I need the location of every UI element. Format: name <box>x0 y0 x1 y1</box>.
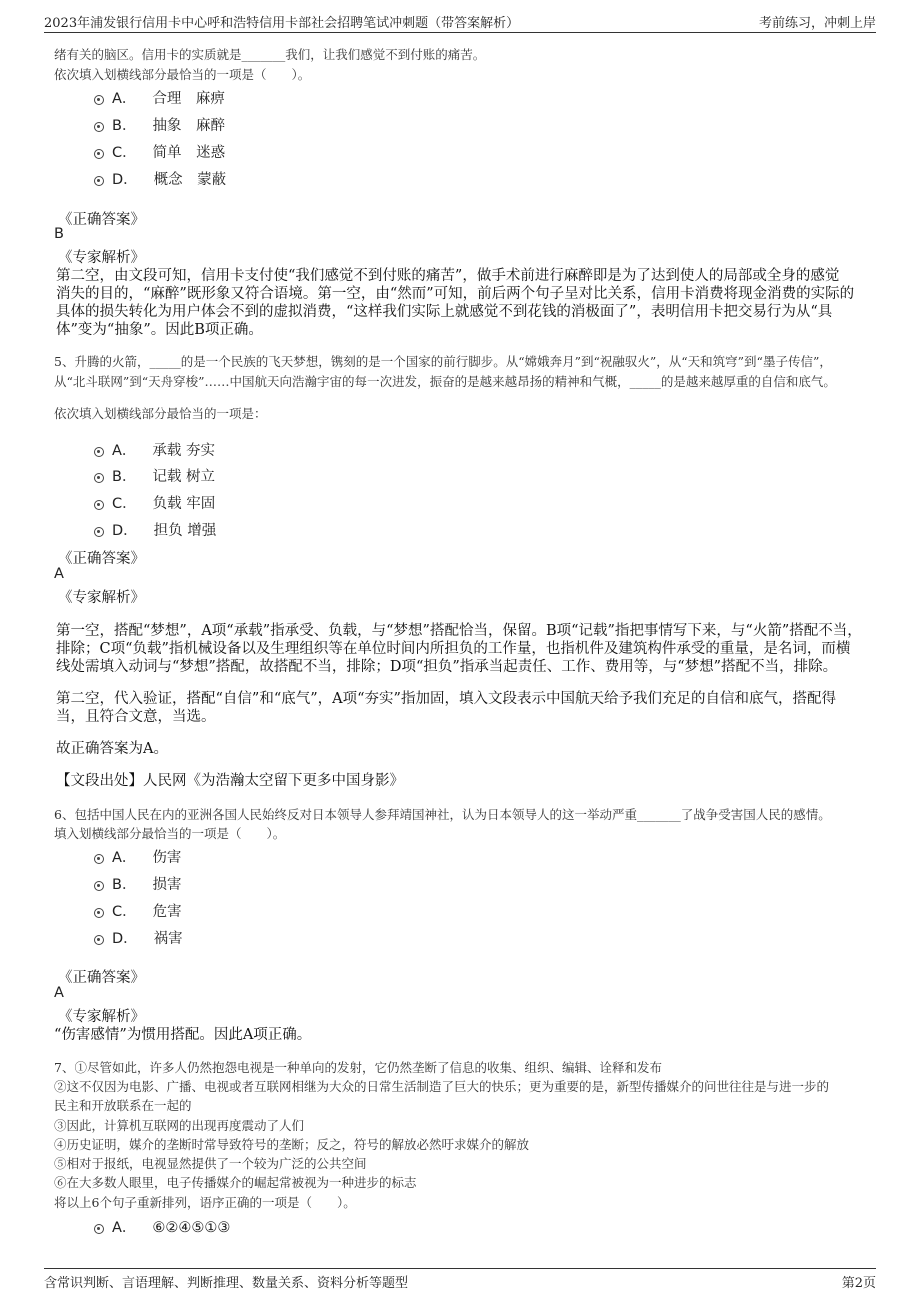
q4-option-a[interactable]: A． 合理 麻痹 <box>94 87 225 108</box>
q5-option-b[interactable]: B． 记载 树立 <box>94 465 215 486</box>
q5-stem-line: 依次填入划横线部分最恰当的一项是： <box>54 406 267 421</box>
q6-analysis: “伤害感情”为惯用搭配。因此A项正确。 <box>54 1027 312 1043</box>
q5-analysis-line: 第二空，代入验证，搭配“自信”和“底气”，A项“夯实”指加固，填入文段表示中国航天给予我们充足的自信和底气，搭配得 <box>56 691 836 707</box>
q7-line: 将以上6个句子重新排列，语序正确的一项是（ ）。 <box>54 1195 356 1210</box>
page-number: 第2页 <box>841 1276 876 1291</box>
q6-answer: A <box>54 985 64 1001</box>
q5-analysis-line: 排除；C项“负载”指机械设备以及生理组织等在单位时间内所担负的工作量，也指机件及建筑构件承受的重量，是名词，而横 <box>56 641 851 657</box>
radio-icon[interactable] <box>94 854 104 864</box>
q5-source: 【文段出处】人民网《为浩瀚太空留下更多中国身影》 <box>56 773 404 789</box>
q4-option-b[interactable]: B． 抽象 麻醉 <box>94 114 225 135</box>
q6-option-c[interactable]: C． 危害 <box>94 900 182 921</box>
page-footer <box>44 1268 876 1291</box>
radio-icon[interactable] <box>94 500 104 510</box>
q7-line: ⑥在大多数人眼里，电子传播媒介的崛起常被视为一种进步的标志 <box>54 1175 417 1190</box>
q5-analysis-line: 当，且符合文意，当选。 <box>56 709 216 725</box>
radio-icon[interactable] <box>94 1224 104 1234</box>
q5-option-a[interactable]: A． 承载 夯实 <box>94 439 215 460</box>
q5-option-c[interactable]: C． 负载 牢固 <box>94 492 215 513</box>
q6-stem-line: 6、包括中国人民在内的亚洲各国人民始终反对日本领导人参拜靖国神社，认为日本领导人的这一举动严重_______了战争受害国人民的感情。 <box>54 807 831 822</box>
q5-analysis-line: 线处需填入动词与“梦想”搭配，故搭配不当，排除；D项“担负”指承当起责任、工作、费用等，与“梦想”搭配不当，排除。 <box>56 659 838 675</box>
q4-option-d[interactable]: D． 概念 蒙蔽 <box>94 168 226 189</box>
radio-icon[interactable] <box>94 447 104 457</box>
q7-line: 民主和开放联系在一起的 <box>54 1098 192 1113</box>
q4-answer: B <box>54 226 64 242</box>
q4-stem-line: 依次填入划横线部分最恰当的一项是（ ）。 <box>54 67 311 82</box>
q4-analysis-label: 《专家解析》 <box>58 250 145 266</box>
q4-analysis-line: 体”变为“抽象”。因此B项正确。 <box>56 322 263 338</box>
q5-option-d[interactable]: D． 担负 增强 <box>94 519 216 540</box>
q7-line: ④历史证明，媒介的垄断时常导致符号的垄断；反之，符号的解放必然吁求媒介的解放 <box>54 1137 530 1152</box>
header-slogan: 考前练习，冲刺上岸 <box>758 16 876 31</box>
radio-icon[interactable] <box>94 473 104 483</box>
q5-analysis-label: 《专家解析》 <box>58 590 145 606</box>
radio-icon[interactable] <box>94 122 104 132</box>
radio-icon[interactable] <box>94 881 104 891</box>
q7-line: 7、①尽管如此，许多人仍然抱怨电视是一种单向的发射，它仍然垄断了信息的收集、组织、编辑、诠释和发布 <box>54 1060 662 1075</box>
radio-icon[interactable] <box>94 95 104 105</box>
q6-option-b[interactable]: B． 损害 <box>94 873 181 894</box>
q7-option-a[interactable]: A． ⑥②④⑤①③ <box>94 1216 230 1237</box>
q4-analysis-line: 第二空，由文段可知，信用卡支付使“我们感觉不到付账的痛苦”，做手术前进行麻醉即是为了达到使人的局部或全身的感觉 <box>56 268 840 284</box>
footer-topics: 含常识判断、言语理解、判断推理、数量关系、资料分析等题型 <box>44 1276 409 1291</box>
q5-stem-line: 5、升腾的火箭，_____的是一个民族的飞天梦想，镌刻的是一个国家的前行脚步。从“嫦娥奔月”到“祝融驭火”，从“天和筑穹”到“墨子传信”， <box>54 354 832 369</box>
q4-answer-label: 《正确答案》 <box>58 212 145 228</box>
q5-conclusion: 故正确答案为A。 <box>56 741 168 757</box>
q5-answer-label: 《正确答案》 <box>58 551 145 567</box>
radio-icon[interactable] <box>94 176 104 186</box>
q6-answer-label: 《正确答案》 <box>58 970 145 986</box>
q7-line: ②这不仅因为电影、广播、电视或者互联网相继为大众的日常生活制造了巨大的快乐；更为重要的是，新型传播媒介的问世往往是与进一步的 <box>54 1079 830 1094</box>
q7-line: ⑤相对于报纸，电视显然提供了一个较为广泛的公共空间 <box>54 1156 367 1171</box>
radio-icon[interactable] <box>94 527 104 537</box>
q5-answer: A <box>54 566 64 582</box>
q6-option-d[interactable]: D． 祸害 <box>94 927 183 948</box>
document-title: 2023年浦发银行信用卡中心呼和浩特信用卡部社会招聘笔试冲刺题（带答案解析） <box>44 16 520 31</box>
q4-option-c[interactable]: C． 简单 迷惑 <box>94 141 225 162</box>
radio-icon[interactable] <box>94 935 104 945</box>
q5-analysis-line: 第一空，搭配“梦想”，A项“承载”指承受、负载，与“梦想”搭配恰当，保留。B项“记载”指把事情写下来，与“火箭”搭配不当， <box>56 623 862 639</box>
radio-icon[interactable] <box>94 908 104 918</box>
radio-icon[interactable] <box>94 149 104 159</box>
q6-stem-line: 填入划横线部分最恰当的一项是（ ）。 <box>54 826 286 841</box>
q7-line: ③因此，计算机互联网的出现再度震动了人们 <box>54 1118 305 1133</box>
q4-stem-line: 绪有关的脑区。信用卡的实质就是_______我们，让我们感觉不到付账的痛苦。 <box>54 47 486 62</box>
q5-stem-line: 从“北斗联网”到“天舟穿梭”……中国航天向浩瀚宇宙的每一次进发，振奋的是越来越昂扬的精神和气概，_____的是越来越厚重的自信和底气。 <box>54 374 836 389</box>
q6-analysis-label: 《专家解析》 <box>58 1009 145 1025</box>
q4-analysis-line: 具体的损失转化为用户体会不到的虚拟消费，“这样我们实际上就感觉不到花钱的消极面了”，表明信用卡把交易行为从“具 <box>56 304 833 320</box>
q4-analysis-line: 消失的目的，“麻醉”既形象又符合语境。第一空，由“然而”可知，前后两个句子呈对比关系，信用卡消费将现金消费的实际的 <box>56 286 855 302</box>
q6-option-a[interactable]: A． 伤害 <box>94 846 181 867</box>
page-header <box>44 10 876 33</box>
